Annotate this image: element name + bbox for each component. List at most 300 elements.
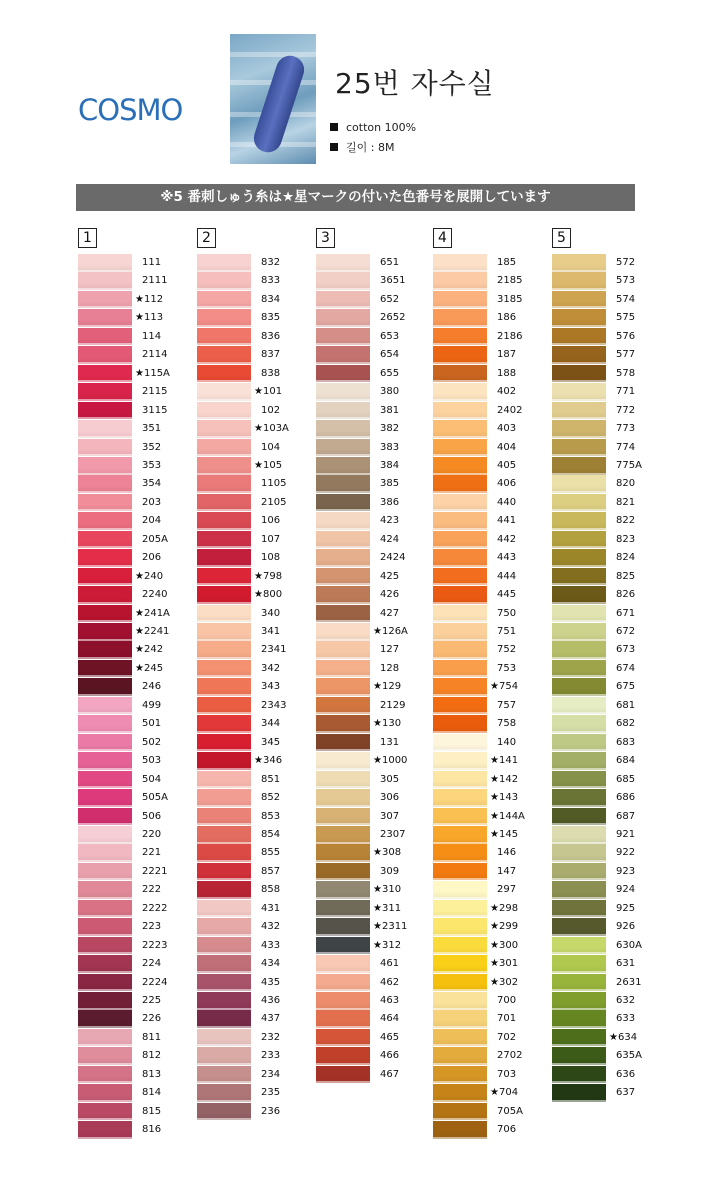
thread-swatch — [552, 844, 606, 862]
color-code-label: 687 — [616, 810, 636, 822]
color-code-label: 102 — [261, 404, 281, 416]
color-code-label: ★704 — [490, 1087, 519, 1099]
color-code-label: 221 — [142, 847, 162, 859]
thread-swatch — [78, 512, 132, 530]
thread-swatch — [552, 900, 606, 918]
thread-swatch — [316, 383, 370, 401]
color-code-label: 502 — [142, 736, 162, 748]
color-code-label: 925 — [616, 902, 636, 914]
thread-swatch — [316, 826, 370, 844]
thread-swatch — [78, 678, 132, 696]
color-code-label: 653 — [380, 330, 400, 342]
thread-swatch — [433, 568, 487, 586]
color-code-label: 2186 — [497, 330, 523, 342]
thread-swatch — [78, 697, 132, 715]
thread-swatch — [197, 1084, 251, 1102]
thread-swatch — [197, 383, 251, 401]
color-code-label: 205A — [142, 533, 168, 545]
color-code-label: 654 — [380, 349, 400, 361]
thread-swatch — [433, 697, 487, 715]
thread-swatch — [197, 328, 251, 346]
thread-swatch — [552, 291, 606, 309]
color-code-label: 232 — [261, 1031, 281, 1043]
color-code-label: ★101 — [254, 386, 283, 398]
thread-swatch — [552, 365, 606, 383]
thread-swatch — [433, 734, 487, 752]
thread-swatch — [316, 881, 370, 899]
thread-swatch — [433, 1084, 487, 1102]
color-code-label: 226 — [142, 1013, 162, 1025]
color-code-label: ★2241 — [135, 626, 170, 637]
color-code-label: 185 — [497, 257, 517, 268]
color-code-label: ★241A — [135, 607, 170, 619]
thread-swatch — [552, 402, 606, 420]
thread-swatch — [316, 512, 370, 530]
product-title: 25번 자수실 — [335, 67, 495, 100]
thread-swatch — [552, 328, 606, 346]
color-code-label: 2652 — [380, 312, 406, 324]
color-code-label: 186 — [497, 312, 517, 324]
thread-swatch — [552, 992, 606, 1010]
thread-swatch — [78, 1047, 132, 1065]
color-code-label: 852 — [261, 792, 281, 804]
color-code-label: ★800 — [254, 589, 283, 601]
color-code-label: ★143 — [490, 792, 519, 804]
thread-swatch — [197, 918, 251, 936]
color-code-label: 382 — [380, 423, 400, 435]
color-code-label: 921 — [616, 828, 636, 840]
color-code-label: 812 — [142, 1050, 162, 1062]
color-code-label: 354 — [142, 478, 162, 490]
thread-swatch — [78, 568, 132, 586]
color-code-label: 652 — [380, 293, 400, 305]
thread-swatch — [316, 586, 370, 604]
thread-swatch — [78, 715, 132, 733]
color-code-label: 405 — [497, 459, 517, 471]
color-code-label: 772 — [616, 404, 636, 416]
color-code-label: ★129 — [373, 681, 402, 693]
color-code-label: 702 — [497, 1031, 517, 1043]
thread-swatch — [433, 1047, 487, 1065]
color-code-label: 503 — [142, 755, 162, 767]
thread-swatch — [316, 808, 370, 826]
thread-swatch — [316, 715, 370, 733]
thread-swatch — [552, 881, 606, 899]
thread-swatch — [433, 254, 487, 272]
color-code-label: ★311 — [373, 902, 402, 914]
color-code-label: 107 — [261, 533, 281, 545]
thread-swatch — [433, 291, 487, 309]
thread-swatch — [433, 808, 487, 826]
thread-swatch — [78, 254, 132, 272]
color-code-label: 3185 — [497, 293, 523, 305]
thread-swatch — [316, 844, 370, 862]
color-code-label: 344 — [261, 718, 281, 730]
thread-swatch — [78, 808, 132, 826]
color-code-label: 2702 — [497, 1050, 523, 1062]
thread-swatch — [316, 660, 370, 678]
color-code-label: 2221 — [142, 865, 168, 877]
color-code-label: 2114 — [142, 349, 168, 361]
color-code-label: 386 — [380, 496, 400, 508]
color-code-label: ★798 — [254, 570, 283, 582]
thread-swatch — [197, 531, 251, 549]
thread-swatch — [78, 328, 132, 346]
color-code-label: 425 — [380, 570, 400, 582]
color-code-label: 833 — [261, 275, 281, 287]
color-code-label: 574 — [616, 293, 636, 305]
color-code-label: 837 — [261, 349, 281, 361]
color-code-label: 674 — [616, 662, 636, 674]
color-code-label: ★113 — [135, 312, 164, 324]
color-code-label: 427 — [380, 607, 400, 619]
color-code-label: 147 — [497, 865, 517, 877]
color-code-label: ★141 — [490, 755, 519, 767]
column-number-badge: 1 — [78, 228, 97, 248]
color-code-label: 461 — [380, 958, 400, 970]
thread-skein-photo — [230, 34, 316, 164]
thread-swatch — [78, 937, 132, 955]
thread-swatch — [197, 568, 251, 586]
thread-swatch — [197, 660, 251, 678]
color-code-label: 442 — [497, 533, 517, 545]
thread-swatch — [552, 1029, 606, 1047]
thread-swatch — [552, 512, 606, 530]
thread-swatch — [433, 365, 487, 383]
thread-swatch — [197, 402, 251, 420]
color-code-label: 572 — [616, 257, 636, 268]
color-code-label: 381 — [380, 404, 400, 416]
thread-swatch — [78, 1121, 132, 1139]
skein-image — [250, 52, 308, 156]
color-code-label: 826 — [616, 589, 636, 601]
thread-swatch — [197, 623, 251, 641]
color-code-label: 404 — [497, 441, 517, 453]
thread-swatch — [552, 420, 606, 438]
thread-swatch — [316, 623, 370, 641]
thread-swatch — [552, 439, 606, 457]
thread-swatch — [552, 494, 606, 512]
thread-swatch — [552, 863, 606, 881]
thread-swatch — [197, 678, 251, 696]
thread-swatch — [197, 697, 251, 715]
thread-swatch — [197, 439, 251, 457]
color-code-label: 432 — [261, 921, 281, 933]
color-code-label: 433 — [261, 939, 281, 951]
thread-swatch — [433, 439, 487, 457]
color-code-label: 578 — [616, 367, 636, 379]
color-code-label: ★142 — [490, 773, 519, 785]
color-code-label: 575 — [616, 312, 636, 324]
color-code-label: 573 — [616, 275, 636, 287]
color-code-label: 309 — [380, 865, 400, 877]
color-code-label: 235 — [261, 1087, 281, 1099]
color-code-label: ★346 — [254, 755, 283, 767]
thread-swatch — [78, 918, 132, 936]
thread-swatch — [78, 346, 132, 364]
thread-swatch — [552, 383, 606, 401]
color-code-label: 131 — [380, 736, 400, 748]
cosmo-logo: COSMO — [78, 93, 183, 127]
color-code-label: 637 — [616, 1087, 636, 1099]
color-code-label: ★1000 — [373, 755, 408, 767]
thread-swatch — [197, 881, 251, 899]
color-code-label: 683 — [616, 736, 636, 748]
color-code-label: 701 — [497, 1013, 517, 1025]
color-code-label: 434 — [261, 958, 281, 970]
thread-swatch — [316, 457, 370, 475]
thread-swatch — [316, 734, 370, 752]
thread-swatch — [433, 771, 487, 789]
thread-swatch — [316, 992, 370, 1010]
thread-swatch — [433, 863, 487, 881]
color-code-label: 924 — [616, 884, 636, 896]
thread-swatch — [197, 992, 251, 1010]
color-code-label: ★103A — [254, 423, 289, 435]
color-code-label: ★308 — [373, 847, 402, 859]
thread-swatch — [78, 383, 132, 401]
thread-swatch — [316, 641, 370, 659]
color-code-label: ★300 — [490, 939, 519, 951]
color-code-label: 834 — [261, 293, 281, 305]
thread-swatch — [316, 346, 370, 364]
thread-swatch — [316, 771, 370, 789]
color-code-label: 631 — [616, 958, 636, 970]
color-code-label: 445 — [497, 589, 517, 601]
thread-swatch — [552, 808, 606, 826]
thread-swatch — [433, 586, 487, 604]
color-code-label: ★2311 — [373, 921, 408, 933]
thread-swatch — [316, 475, 370, 493]
thread-swatch — [78, 475, 132, 493]
thread-swatch — [552, 457, 606, 475]
thread-swatch — [316, 531, 370, 549]
color-code-label: 305 — [380, 773, 400, 785]
color-code-label: 224 — [142, 958, 162, 970]
thread-swatch — [433, 752, 487, 770]
column-number-badge: 2 — [197, 228, 216, 248]
thread-swatch — [197, 291, 251, 309]
color-code-label: ★299 — [490, 921, 519, 933]
color-code-label: 444 — [497, 570, 517, 582]
color-code-label: 188 — [497, 367, 517, 379]
thread-swatch — [433, 955, 487, 973]
color-code-label: 814 — [142, 1087, 162, 1099]
thread-swatch — [197, 752, 251, 770]
color-code-label: 757 — [497, 699, 517, 711]
thread-swatch — [433, 512, 487, 530]
color-code-label: 306 — [380, 792, 400, 804]
color-code-label: 3115 — [142, 404, 168, 416]
thread-swatch — [78, 531, 132, 549]
thread-swatch — [316, 291, 370, 309]
color-code-label: 686 — [616, 792, 636, 804]
color-code-label: 424 — [380, 533, 400, 545]
thread-swatch — [78, 291, 132, 309]
thread-swatch — [316, 402, 370, 420]
thread-swatch — [433, 678, 487, 696]
color-code-label: 140 — [497, 736, 517, 748]
thread-swatch — [433, 1010, 487, 1028]
color-code-label: 146 — [497, 847, 517, 859]
thread-swatch — [552, 734, 606, 752]
color-code-label: 464 — [380, 1013, 400, 1025]
thread-swatch — [78, 900, 132, 918]
thread-swatch — [78, 974, 132, 992]
color-code-label: 632 — [616, 995, 636, 1006]
thread-swatch — [552, 568, 606, 586]
color-code-label: ★301 — [490, 958, 519, 970]
thread-swatch — [552, 586, 606, 604]
color-code-label: 2631 — [616, 976, 642, 988]
thread-swatch — [433, 623, 487, 641]
thread-swatch — [433, 605, 487, 623]
column-number-badge: 3 — [316, 228, 335, 248]
thread-swatch — [316, 752, 370, 770]
thread-swatch — [433, 918, 487, 936]
thread-swatch — [197, 272, 251, 290]
thread-swatch — [552, 771, 606, 789]
color-code-label: ★126A — [373, 626, 408, 637]
color-code-label: ★634 — [609, 1031, 638, 1043]
color-code-label: 1105 — [261, 478, 287, 490]
thread-swatch — [316, 254, 370, 272]
thread-swatch — [433, 992, 487, 1010]
thread-swatch — [552, 660, 606, 678]
thread-swatch — [433, 402, 487, 420]
color-code-label: 2224 — [142, 976, 168, 988]
color-code-label: 2307 — [380, 828, 406, 840]
thread-swatch — [552, 641, 606, 659]
color-code-label: 775A — [616, 459, 642, 471]
color-code-label: 106 — [261, 515, 281, 527]
thread-swatch — [197, 844, 251, 862]
thread-swatch — [197, 586, 251, 604]
color-code-label: 501 — [142, 718, 162, 730]
thread-swatch — [433, 475, 487, 493]
thread-swatch — [433, 641, 487, 659]
thread-swatch — [78, 992, 132, 1010]
color-code-label: 706 — [497, 1124, 517, 1136]
color-code-label: 703 — [497, 1068, 517, 1080]
color-code-label: 465 — [380, 1031, 400, 1043]
thread-swatch — [316, 365, 370, 383]
thread-swatch — [316, 439, 370, 457]
color-code-label: 675 — [616, 681, 636, 693]
color-code-label: 853 — [261, 810, 281, 822]
color-code-label: 2105 — [261, 496, 287, 508]
color-code-label: 220 — [142, 828, 162, 840]
thread-swatch — [78, 586, 132, 604]
thread-swatch — [197, 826, 251, 844]
color-code-label: 838 — [261, 367, 281, 379]
thread-swatch — [78, 844, 132, 862]
thread-swatch — [433, 826, 487, 844]
color-code-label: 3651 — [380, 275, 406, 287]
thread-swatch — [316, 1029, 370, 1047]
thread-swatch — [316, 549, 370, 567]
thread-swatch — [316, 605, 370, 623]
color-code-label: 463 — [380, 995, 400, 1006]
thread-swatch — [316, 918, 370, 936]
thread-swatch — [78, 1029, 132, 1047]
thread-swatch — [433, 937, 487, 955]
thread-swatch — [78, 605, 132, 623]
color-code-label: 426 — [380, 589, 400, 601]
thread-swatch — [316, 863, 370, 881]
thread-swatch — [197, 346, 251, 364]
thread-swatch — [197, 955, 251, 973]
color-code-label: 858 — [261, 884, 281, 896]
color-code-label: ★105 — [254, 459, 283, 471]
color-code-label: 233 — [261, 1050, 281, 1062]
thread-swatch — [316, 678, 370, 696]
column-number-badge: 4 — [433, 228, 452, 248]
color-code-label: 671 — [616, 607, 636, 619]
thread-swatch — [433, 660, 487, 678]
thread-swatch — [316, 309, 370, 327]
thread-swatch — [316, 937, 370, 955]
thread-swatch — [433, 272, 487, 290]
color-code-label: 435 — [261, 976, 281, 988]
thread-swatch — [433, 328, 487, 346]
thread-swatch — [433, 420, 487, 438]
color-code-label: 385 — [380, 478, 400, 490]
color-code-label: ★144A — [490, 810, 525, 822]
color-code-label: ★245 — [135, 662, 164, 674]
color-code-label: 682 — [616, 718, 636, 730]
color-code-label: ★312 — [373, 939, 402, 951]
color-code-label: 2424 — [380, 552, 406, 564]
color-code-label: 234 — [261, 1068, 281, 1080]
thread-swatch — [197, 1010, 251, 1028]
color-code-label: 922 — [616, 847, 636, 859]
color-code-label: 813 — [142, 1068, 162, 1080]
thread-swatch — [78, 641, 132, 659]
thread-swatch — [316, 789, 370, 807]
thread-swatch — [197, 420, 251, 438]
color-code-label: 633 — [616, 1013, 636, 1025]
color-code-label: 204 — [142, 515, 162, 527]
thread-swatch — [197, 734, 251, 752]
thread-swatch — [78, 420, 132, 438]
color-code-label: 857 — [261, 865, 281, 877]
thread-swatch — [552, 531, 606, 549]
thread-swatch — [197, 863, 251, 881]
color-code-label: 836 — [261, 330, 281, 342]
color-code-label: 825 — [616, 570, 636, 582]
color-code-label: 926 — [616, 921, 636, 933]
color-code-label: 773 — [616, 423, 636, 435]
thread-swatch — [552, 309, 606, 327]
thread-swatch — [316, 974, 370, 992]
color-code-label: ★298 — [490, 902, 519, 914]
color-code-label: 431 — [261, 902, 281, 914]
thread-swatch — [78, 826, 132, 844]
color-code-label: 443 — [497, 552, 517, 564]
thread-swatch — [433, 789, 487, 807]
thread-swatch — [197, 715, 251, 733]
thread-swatch — [552, 605, 606, 623]
thread-swatch — [433, 1103, 487, 1121]
color-code-label: 832 — [261, 257, 281, 268]
color-code-label: 406 — [497, 478, 517, 490]
thread-swatch — [197, 1103, 251, 1121]
color-code-label: 206 — [142, 552, 162, 564]
color-code-label: 351 — [142, 423, 162, 435]
color-code-label: 441 — [497, 515, 517, 527]
thread-swatch — [433, 1121, 487, 1139]
